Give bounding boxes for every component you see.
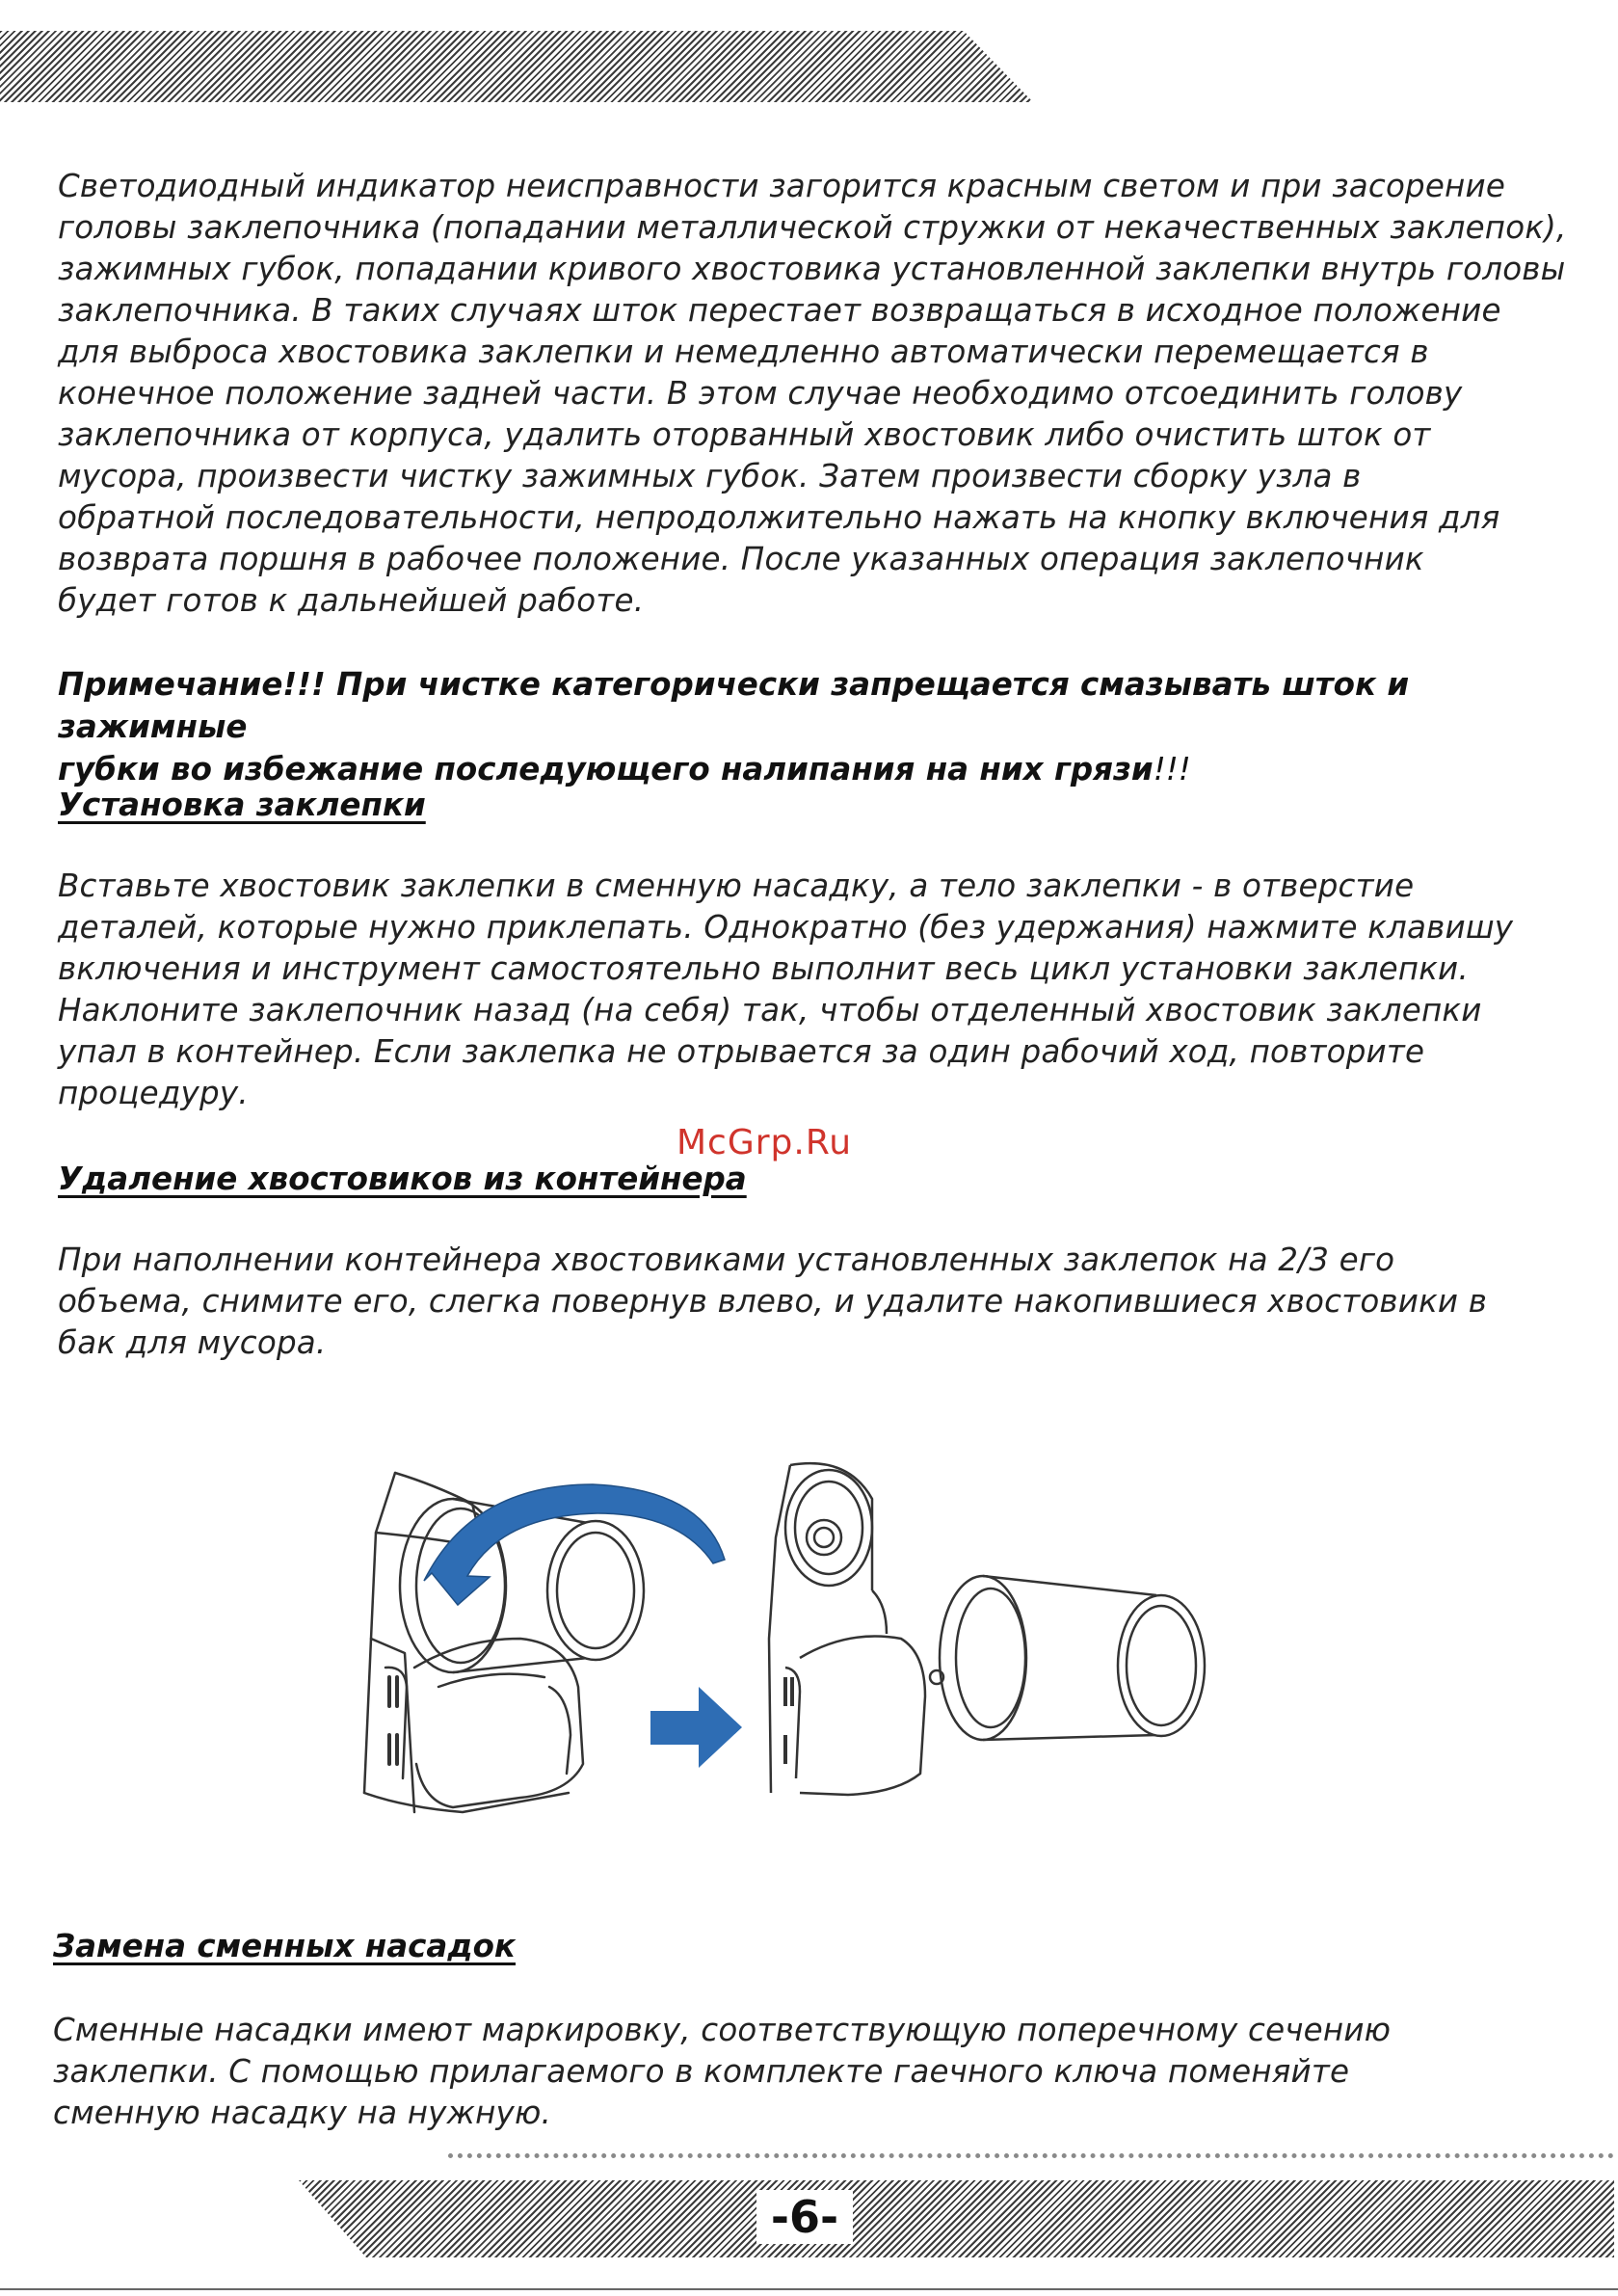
section-body-stem-removal: При наполнении контейнера хвостовиками установленных заклепок на 2/3 его объема, снимите его, слегка повернув влево, и удалите накопившиеся хвостовики в бак для мусора. [58,1241,1488,1361]
watermark: McGrp.Ru [676,1123,853,1162]
container-removal-illustration [347,1446,1291,1851]
bottom-rule [0,2288,1618,2290]
cleaning-note-text: Примечание!!! При чистке категорически запрещается смазывать шток и зажимные губки во избежание последующего налипания на них грязи [58,666,1410,788]
move-right-arrow-icon [650,1687,742,1768]
section-body-nozzle-replacement: Сменные насадки имеют маркировку, соответствующую поперечному сечению заклепки. С помощью прилагаемого в комплекте гаечного ключа поменяйте сменную насадку на нужную. [53,2012,1392,2131]
footer-hatched-band [299,2180,1614,2257]
section-heading-stem-removal: Удаление хвостовиков из контейнера [58,1161,747,1197]
section-body-rivet-installation: Вставьте хвостовик заклепки в сменную насадку, а тело заклепки - в отверстие деталей, которые нужно приклепать. Однократно (без удержания) нажмите клавишу включения и инструмент самостоятельно выполнит весь цикл установки заклепки. Наклоните заклепочник назад (на себя) так, чтобы отделенный хвостовик заклепки упал в контейнер. Если заклепка не отрывается за один рабочий ход, повторите процедуру. [58,868,1514,1111]
footer-dotted-line [448,2153,1614,2158]
page-number: -6- [756,2190,853,2244]
container-right [930,1576,1205,1740]
riveter-head-right [769,1463,925,1795]
cleaning-note-exclamation: !!! [1153,751,1191,788]
intro-paragraph: Светодиодный индикатор неисправности загорится красным светом и при засорение головы заклепочника (попадании металлической стружки от некачественных заклепок), зажимных губок, попадании кривого хвостовика установленной заклепки внутрь головы заклепочника. В таких случаях шток перестает возвращаться в исходное положение для выброса хвостовика заклепки и немедленно автоматически перемещается в конечное положение задней части. В этом случае необходимо отсоединить голову заклепочника от корпуса, удалить оторванный хвостовик либо очистить шток от мусора, произвести чистку зажимных губок. Затем произвести сборку узла в обратной последовательности, непродолжительно нажать на кнопку включения для возврата поршня в рабочее положение. После указанных операция заклепочник будет готов к дальнейшей работе. [58,168,1567,619]
section-heading-rivet-installation: Установка заклепки [58,787,426,823]
cleaning-note [58,663,1600,790]
header-hatched-band [0,31,1033,102]
section-heading-nozzle-replacement: Замена сменных насадок [53,1928,516,1964]
